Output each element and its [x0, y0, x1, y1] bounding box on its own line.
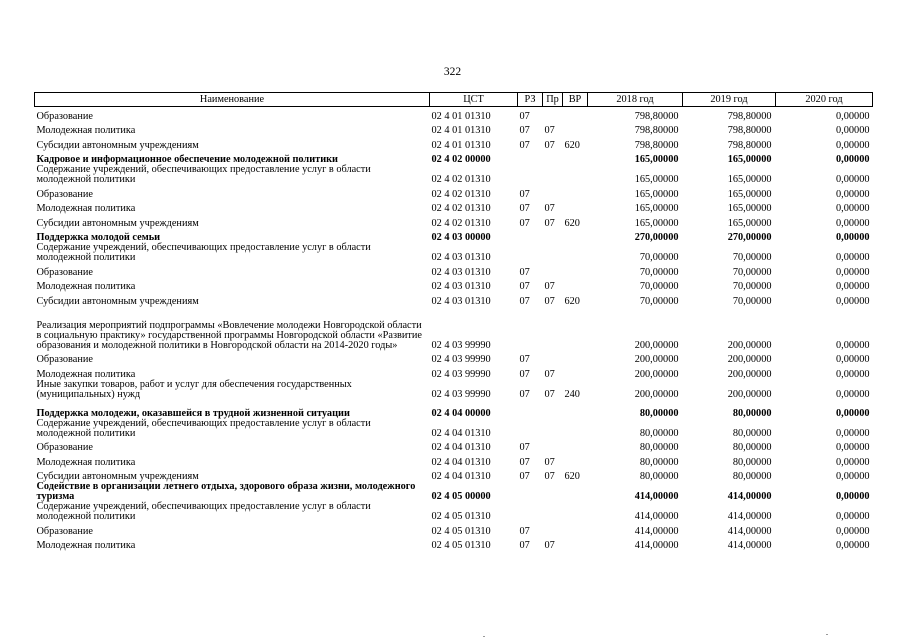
cell-pr	[543, 439, 563, 454]
cell-rz: 07	[519, 388, 530, 400]
cell-pr	[543, 522, 563, 537]
cell-amount-2018: 80,00000	[639, 442, 679, 453]
cell-amount-2020: 0,00000	[836, 427, 870, 439]
cell-rz: 07	[519, 471, 530, 482]
cell-rz: 07	[519, 217, 530, 229]
cell-rz: 07	[519, 525, 530, 537]
cell-cst: 02 4 03 01310	[431, 252, 491, 263]
cell-name: Поддержка молодежи, оказавшейся в трудной жизненной ситуации	[36, 407, 350, 419]
table-row	[35, 419, 873, 439]
cell-amount-2019: 70,00000	[732, 266, 772, 278]
cell-amount-2018: 798,80000	[634, 139, 679, 151]
cell-vr	[563, 243, 588, 263]
cell-vr	[563, 439, 588, 454]
cell-cst: 02 4 02 01310	[431, 188, 491, 200]
cell-amount-2020: 0,00000	[836, 203, 870, 214]
cell-rz: 07	[519, 540, 530, 551]
cell-amount-2018: 165,00000	[634, 174, 679, 185]
table-row	[35, 151, 873, 166]
cell-name: Субсидии автономным учреждениям	[36, 471, 199, 482]
cell-vr	[563, 278, 588, 293]
cell-pr	[543, 165, 563, 185]
cell-amount-2020: 0,00000	[836, 456, 870, 468]
cell-amount-2019: 200,00000	[727, 388, 772, 400]
cell-cst: 02 4 03 99990	[431, 354, 491, 365]
cell-vr: 620	[564, 295, 580, 307]
cell-amount-2019: 165,00000	[727, 174, 772, 185]
cell-amount-2018: 414,00000	[634, 540, 679, 551]
cell-name: Субсидии автономным учреждениям	[36, 295, 199, 307]
cell-rz: 07	[519, 295, 530, 307]
cell-vr	[563, 400, 588, 419]
cell-cst: 02 4 02 00000	[431, 154, 491, 165]
cell-amount-2018: 414,00000	[634, 511, 679, 522]
cell-name: Образование	[36, 266, 93, 278]
cell-name: Образование	[36, 354, 93, 365]
cell-cst: 02 4 01 01310	[431, 110, 491, 122]
cell-amount-2020: 0,00000	[836, 471, 870, 482]
cell-pr	[543, 351, 563, 366]
table-header-row	[35, 93, 873, 107]
page-number: 322	[443, 66, 462, 78]
cell-amount-2020: 0,00000	[836, 295, 870, 307]
cell-amount-2019: 165,00000	[727, 188, 772, 200]
header-rz: РЗ	[518, 93, 543, 107]
cell-pr: 07	[544, 368, 555, 380]
cell-amount-2019: 80,00000	[732, 442, 772, 453]
cell-rz: 07	[519, 456, 530, 468]
cell-cst: 02 4 03 00000	[431, 232, 491, 243]
header-2019: 2019 год	[683, 93, 776, 107]
cell-name: Образование	[36, 442, 93, 453]
cell-vr	[563, 365, 588, 380]
cell-rz: 07	[519, 125, 530, 136]
cell-amount-2019: 80,00000	[732, 427, 772, 439]
cell-amount-2019: 165,00000	[727, 217, 772, 229]
cell-rz: 07	[519, 139, 530, 151]
cell-amount-2018: 80,00000	[639, 427, 679, 439]
cell-pr: 07	[544, 295, 555, 307]
cell-cst: 02 4 04 00000	[431, 407, 491, 419]
cell-amount-2020: 0,00000	[836, 491, 870, 502]
cell-amount-2019: 798,80000	[727, 110, 772, 122]
cell-name: Содержание учреждений, обеспечивающих предоставление услуг в области молодежной политики	[36, 242, 371, 263]
table-row	[35, 243, 873, 263]
cell-cst: 02 4 02 01310	[431, 217, 491, 229]
table-row	[35, 482, 873, 502]
cell-pr	[543, 243, 563, 263]
cell-pr	[543, 502, 563, 522]
header-2018: 2018 год	[588, 93, 683, 107]
cell-amount-2018: 165,00000	[634, 203, 679, 214]
table-row	[35, 278, 873, 293]
cell-name: Молодежная политика	[36, 540, 136, 551]
scan-speck	[483, 636, 485, 637]
cell-amount-2018: 80,00000	[639, 407, 679, 419]
cell-amount-2020: 0,00000	[836, 368, 870, 380]
cell-rz	[518, 419, 543, 439]
table-row	[35, 453, 873, 468]
cell-pr	[543, 185, 563, 200]
cell-amount-2018: 200,00000	[634, 354, 679, 365]
cell-amount-2019: 414,00000	[727, 540, 772, 551]
cell-pr: 07	[544, 139, 555, 151]
cell-rz	[518, 151, 543, 166]
cell-amount-2018: 80,00000	[639, 456, 679, 468]
cell-amount-2019: 80,00000	[732, 471, 772, 482]
cell-rz	[518, 229, 543, 244]
cell-cst: 02 4 04 01310	[431, 427, 491, 439]
cell-amount-2019: 200,00000	[727, 368, 772, 380]
cell-amount-2019: 414,00000	[727, 491, 772, 502]
cell-pr: 07	[544, 217, 555, 229]
cell-cst: 02 4 02 01310	[431, 203, 491, 214]
cell-name: Образование	[36, 188, 93, 200]
cell-name: Кадровое и информационное обеспечение молодежной политики	[36, 154, 338, 165]
cell-rz: 07	[519, 354, 530, 365]
cell-name: Реализация мероприятий подпрограммы «Вовлечение молодежи Новгородской области в социальную практику» государственной программы Новгородской области «Развитие образования и молодежной политики в Новгородской области на 2014-2020 годы»	[36, 319, 422, 351]
cell-amount-2018: 70,00000	[639, 252, 679, 263]
cell-name: Молодежная политика	[36, 281, 136, 292]
cell-amount-2019: 165,00000	[727, 154, 772, 165]
cell-cst: 02 4 03 01310	[431, 266, 491, 278]
cell-amount-2020: 0,00000	[836, 266, 870, 278]
cell-name: Содержание учреждений, обеспечивающих предоставление услуг в области молодежной политики	[36, 164, 371, 185]
cell-amount-2020: 0,00000	[836, 525, 870, 537]
header-2020: 2020 год	[776, 93, 873, 107]
cell-amount-2020: 0,00000	[836, 154, 870, 165]
cell-amount-2020: 0,00000	[836, 442, 870, 453]
cell-rz	[518, 307, 543, 351]
cell-vr	[563, 165, 588, 185]
header-cst: ЦСТ	[430, 93, 518, 107]
cell-amount-2019: 80,00000	[732, 407, 772, 419]
table-row	[35, 165, 873, 185]
cell-amount-2019: 414,00000	[727, 525, 772, 537]
budget-table	[34, 92, 873, 551]
cell-name: Образование	[36, 110, 93, 122]
table-row	[35, 522, 873, 537]
cell-vr	[563, 307, 588, 351]
cell-amount-2018: 165,00000	[634, 154, 679, 165]
cell-vr	[563, 200, 588, 215]
cell-name: Молодежная политика	[36, 203, 136, 214]
cell-name: Содействие в организации летнего отдыха, здорового образа жизни, молодежного туризма	[36, 481, 416, 502]
cell-cst: 02 4 04 01310	[431, 456, 491, 468]
cell-pr	[543, 107, 563, 122]
cell-amount-2020: 0,00000	[836, 407, 870, 419]
cell-amount-2019: 70,00000	[732, 281, 772, 292]
cell-amount-2020: 0,00000	[836, 139, 870, 151]
cell-amount-2020: 0,00000	[836, 339, 870, 351]
cell-vr	[563, 482, 588, 502]
cell-rz: 07	[519, 110, 530, 122]
cell-rz: 07	[519, 368, 530, 380]
cell-amount-2020: 0,00000	[836, 188, 870, 200]
cell-pr	[543, 307, 563, 351]
header-name: Наименование	[35, 93, 430, 107]
cell-vr	[563, 502, 588, 522]
cell-amount-2018: 414,00000	[634, 525, 679, 537]
cell-pr: 07	[544, 471, 555, 482]
cell-amount-2018: 200,00000	[634, 388, 679, 400]
table-row	[35, 468, 873, 483]
cell-rz: 07	[519, 188, 530, 200]
cell-name: Иные закупки товаров, работ и услуг для обеспечения государственных (муниципальных) нужд	[36, 378, 352, 400]
cell-amount-2019: 798,80000	[727, 139, 772, 151]
cell-amount-2020: 0,00000	[836, 232, 870, 243]
table-row	[35, 537, 873, 552]
cell-vr: 620	[564, 471, 580, 482]
cell-vr: 620	[564, 217, 580, 229]
cell-vr	[563, 107, 588, 122]
cell-rz: 07	[519, 281, 530, 292]
cell-amount-2020: 0,00000	[836, 354, 870, 365]
table-row	[35, 107, 873, 122]
cell-cst: 02 4 01 01310	[431, 139, 491, 151]
cell-name: Субсидии автономным учреждениям	[36, 139, 199, 151]
cell-name: Молодежная политика	[36, 368, 136, 380]
cell-pr	[543, 482, 563, 502]
cell-cst: 02 4 05 01310	[431, 511, 491, 522]
cell-vr: 240	[564, 388, 580, 400]
cell-vr	[563, 453, 588, 468]
cell-pr: 07	[544, 388, 555, 400]
cell-pr: 07	[544, 540, 555, 551]
cell-amount-2020: 0,00000	[836, 174, 870, 185]
table-row	[35, 214, 873, 229]
cell-amount-2020: 0,00000	[836, 388, 870, 400]
cell-name: Поддержка молодой семьи	[36, 232, 161, 243]
cell-pr	[543, 151, 563, 166]
cell-vr	[563, 351, 588, 366]
cell-name: Содержание учреждений, обеспечивающих предоставление услуг в области молодежной политики	[36, 417, 371, 439]
cell-pr: 07	[544, 456, 555, 468]
cell-rz	[518, 400, 543, 419]
cell-amount-2020: 0,00000	[836, 217, 870, 229]
cell-rz: 07	[519, 442, 530, 453]
cell-amount-2018: 165,00000	[634, 188, 679, 200]
cell-cst: 02 4 04 01310	[431, 442, 491, 453]
cell-vr: 620	[564, 139, 580, 151]
cell-amount-2018: 798,80000	[634, 110, 679, 122]
cell-amount-2019: 70,00000	[732, 295, 772, 307]
cell-vr	[563, 263, 588, 278]
cell-amount-2020: 0,00000	[836, 125, 870, 136]
cell-rz	[518, 482, 543, 502]
table-row	[35, 185, 873, 200]
cell-vr	[563, 419, 588, 439]
cell-amount-2018: 70,00000	[639, 295, 679, 307]
cell-name: Молодежная политика	[36, 456, 136, 468]
cell-pr: 07	[544, 203, 555, 214]
cell-pr: 07	[544, 281, 555, 292]
cell-amount-2018: 80,00000	[639, 471, 679, 482]
cell-pr	[543, 229, 563, 244]
cell-cst: 02 4 05 01310	[431, 540, 491, 551]
table-row	[35, 400, 873, 419]
cell-vr	[563, 229, 588, 244]
cell-vr	[563, 185, 588, 200]
cell-amount-2019: 270,00000	[727, 232, 772, 243]
cell-amount-2018: 798,80000	[634, 125, 679, 136]
cell-cst: 02 4 03 99990	[431, 368, 491, 380]
cell-cst: 02 4 03 01310	[431, 281, 491, 292]
cell-amount-2018: 200,00000	[634, 368, 679, 380]
cell-amount-2019: 798,80000	[727, 125, 772, 136]
cell-amount-2018: 70,00000	[639, 266, 679, 278]
table-row	[35, 263, 873, 278]
cell-pr	[543, 400, 563, 419]
header-vr: ВР	[563, 93, 588, 107]
cell-amount-2020: 0,00000	[836, 540, 870, 551]
cell-rz: 07	[519, 266, 530, 278]
table-row	[35, 292, 873, 307]
cell-amount-2019: 70,00000	[732, 252, 772, 263]
table-row	[35, 502, 873, 522]
cell-cst: 02 4 03 99990	[431, 388, 491, 400]
cell-vr	[563, 122, 588, 137]
cell-amount-2018: 414,00000	[634, 491, 679, 502]
cell-rz	[518, 243, 543, 263]
table-body	[35, 107, 873, 552]
cell-name: Субсидии автономным учреждениям	[36, 217, 199, 229]
cell-cst: 02 4 05 01310	[431, 525, 491, 537]
cell-rz	[518, 502, 543, 522]
cell-vr	[563, 151, 588, 166]
cell-cst: 02 4 04 01310	[431, 471, 491, 482]
cell-amount-2019: 200,00000	[727, 339, 772, 351]
table-row	[35, 439, 873, 454]
table-row	[35, 380, 873, 400]
cell-name: Содержание учреждений, обеспечивающих предоставление услуг в области молодежной политики	[36, 501, 371, 522]
cell-vr	[563, 537, 588, 552]
cell-cst: 02 4 02 01310	[431, 174, 491, 185]
cell-cst: 02 4 03 99990	[431, 339, 491, 351]
cell-amount-2018: 270,00000	[634, 232, 679, 243]
cell-rz: 07	[519, 203, 530, 214]
scan-speck	[826, 634, 828, 635]
cell-pr	[543, 419, 563, 439]
cell-amount-2019: 165,00000	[727, 203, 772, 214]
cell-name: Молодежная политика	[36, 125, 136, 136]
table-row	[35, 365, 873, 380]
table-row	[35, 307, 873, 351]
header-pr: Пр	[543, 93, 563, 107]
cell-amount-2020: 0,00000	[836, 281, 870, 292]
cell-amount-2020: 0,00000	[836, 252, 870, 263]
cell-vr	[563, 522, 588, 537]
cell-cst: 02 4 01 01310	[431, 125, 491, 136]
cell-cst: 02 4 05 00000	[431, 491, 491, 502]
table-row	[35, 136, 873, 151]
cell-amount-2019: 414,00000	[727, 511, 772, 522]
cell-pr: 07	[544, 125, 555, 136]
cell-amount-2018: 70,00000	[639, 281, 679, 292]
cell-cst: 02 4 03 01310	[431, 295, 491, 307]
cell-name: Образование	[36, 525, 93, 537]
cell-amount-2018: 200,00000	[634, 339, 679, 351]
cell-rz	[518, 165, 543, 185]
cell-amount-2018: 165,00000	[634, 217, 679, 229]
table-row	[35, 351, 873, 366]
cell-amount-2020: 0,00000	[836, 511, 870, 522]
table-row	[35, 122, 873, 137]
table-row	[35, 229, 873, 244]
table-row	[35, 200, 873, 215]
cell-amount-2019: 80,00000	[732, 456, 772, 468]
cell-amount-2019: 200,00000	[727, 354, 772, 365]
cell-pr	[543, 263, 563, 278]
cell-amount-2020: 0,00000	[836, 110, 870, 122]
